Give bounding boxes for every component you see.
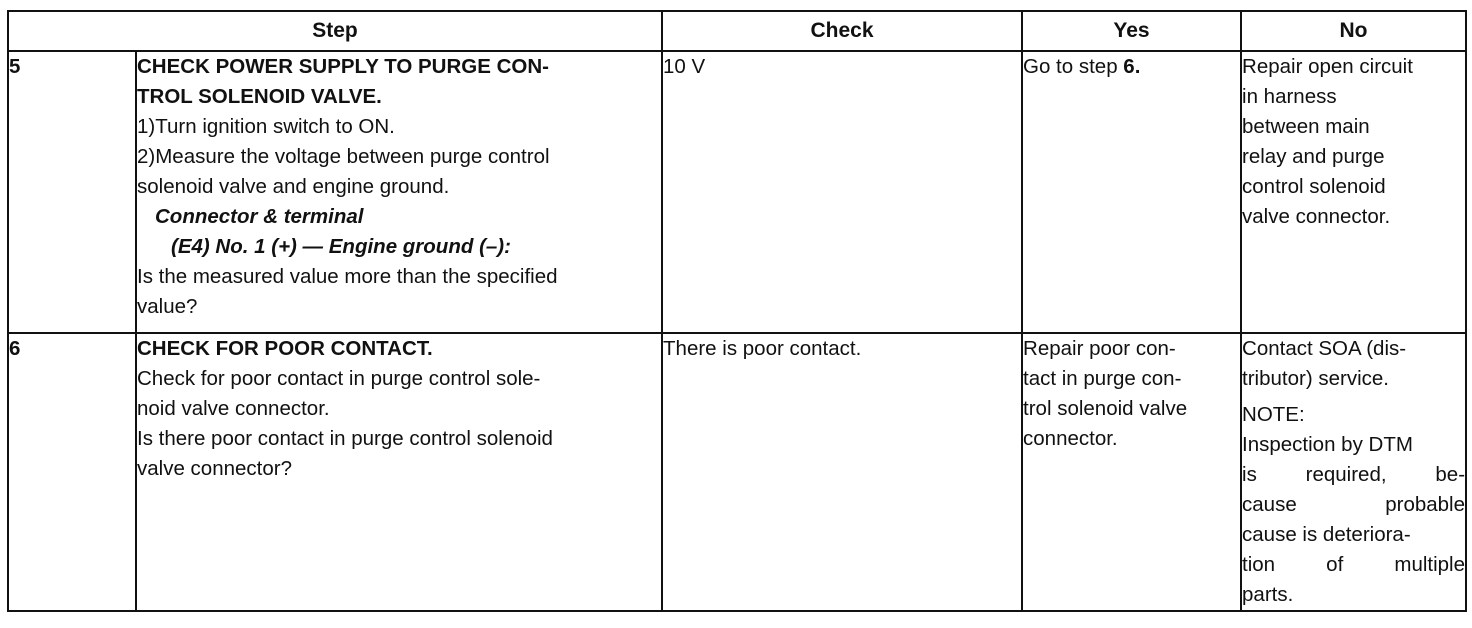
no-line: Repair open circuit [1242,55,1413,78]
note-line: cause is deteriora- [1242,523,1411,546]
check-value: There is poor contact. [662,333,1022,611]
yes-line: tact in purge con- [1023,367,1182,390]
no-line: tributor) service. [1242,367,1389,390]
header-check: Check [662,11,1022,51]
yes-step-link: 6. [1123,55,1141,78]
step-number: 6 [8,333,136,611]
note-line: Inspection by DTM [1242,433,1413,456]
step-description [136,51,662,333]
question-line: Is the measured value more than the specified [137,265,558,288]
instruction-line: 2)Measure the voltage between purge control [137,145,550,168]
body-line: valve connector? [137,457,292,480]
check-value: 10 V [662,51,1022,333]
no-line: in harness [1242,85,1337,108]
instruction-line: solenoid valve and engine ground. [137,175,450,198]
no-line: relay and purge [1242,145,1385,168]
step-description [136,333,662,611]
note-line: cause probable [1242,493,1466,516]
step-title-line: TROL SOLENOID VALVE. [137,85,382,108]
header-no: No [1241,11,1466,51]
note-line: tion of multiple [1242,553,1466,576]
header-row [8,11,1466,51]
note-label: NOTE: [1242,403,1305,426]
yes-line: trol solenoid valve [1023,397,1188,420]
no-action [1241,333,1466,611]
step-title-line: CHECK FOR POOR CONTACT. [137,337,433,360]
step-title-line: CHECK POWER SUPPLY TO PURGE CON- [137,55,549,78]
no-line: control solenoid [1242,175,1386,198]
diagnostic-table [7,10,1467,612]
yes-action [1022,51,1241,333]
header-step: Step [8,11,662,51]
no-line: between main [1242,115,1370,138]
step-number: 5 [8,51,136,333]
yes-prefix: Go to step [1023,55,1124,78]
no-action [1241,51,1466,333]
table-row-step-5 [8,51,1466,333]
yes-line: Repair poor con- [1023,337,1176,360]
terminal-spec: (E4) No. 1 (+) — Engine ground (–): [171,235,511,258]
note-line: parts. [1242,583,1294,606]
connector-label: Connector & terminal [155,205,364,228]
header-yes: Yes [1022,11,1241,51]
question-line: value? [137,295,198,318]
note-line: is required, be- [1242,463,1466,486]
no-line: Contact SOA (dis- [1242,337,1407,360]
body-line: noid valve connector. [137,397,330,420]
body-line: Check for poor contact in purge control sole- [137,367,541,390]
body-line: Is there poor contact in purge control solenoid [137,427,553,450]
yes-line: connector. [1023,427,1118,450]
table-row-step-6 [8,333,1466,611]
no-line: valve connector. [1242,205,1391,228]
yes-action [1022,333,1241,611]
instruction-line: 1)Turn ignition switch to ON. [137,115,395,138]
